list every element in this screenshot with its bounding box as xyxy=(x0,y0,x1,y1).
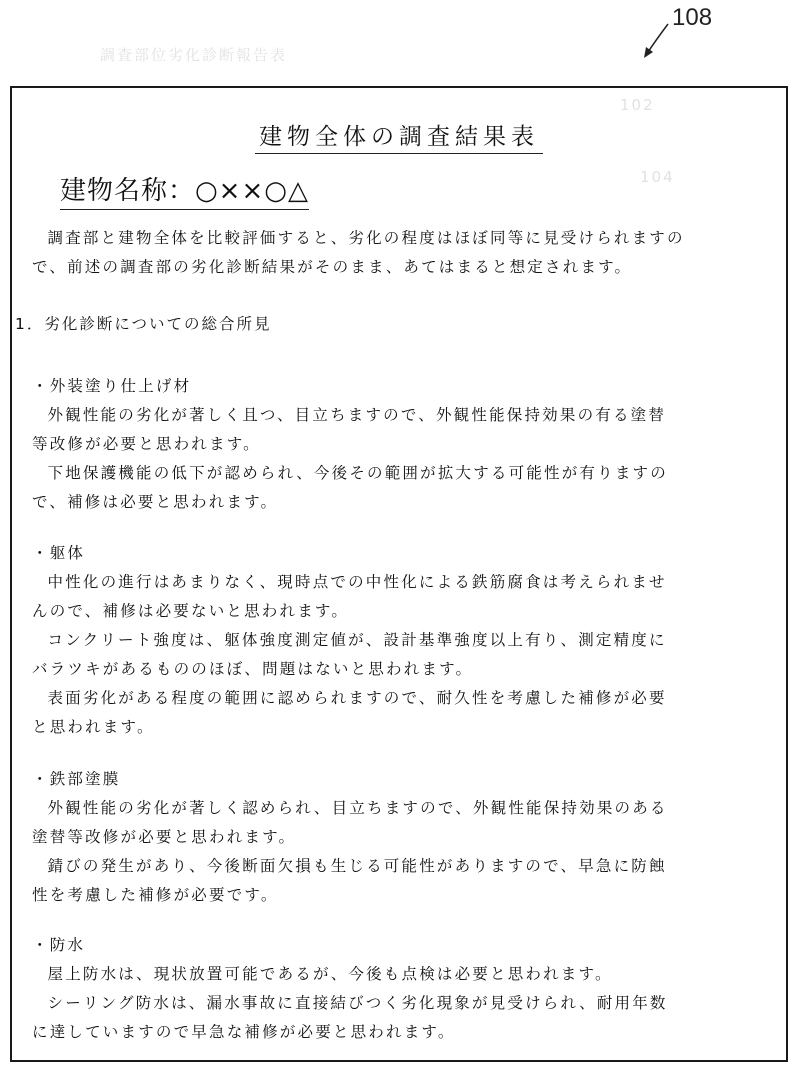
finding-waterproofing xyxy=(32,931,777,1047)
finding-line: コンクリート強度は、躯体強度測定値が、設計基準強度以上有り、測定精度に xyxy=(47,631,667,649)
finding-line: 下地保護機能の低下が認められ、今後その範囲が拡大する可能性が有りますの xyxy=(47,464,668,482)
finding-line: で、補修は必要と思われます。 xyxy=(32,493,279,511)
section-heading: 1．劣化診断についての総合所見 xyxy=(15,315,272,333)
finding-line: 性を考慮した補修が必要です。 xyxy=(32,886,279,904)
finding-line: 等改修が必要と思われます。 xyxy=(32,435,261,453)
finding-steel-coating xyxy=(32,765,777,910)
finding-line: んので、補修は必要ないと思われます。 xyxy=(32,602,350,620)
finding-line: シーリング防水は、漏水事故に直接結びつく劣化現象が見受けられ、耐用年数 xyxy=(47,994,668,1012)
page-title xyxy=(12,118,786,151)
finding-line: 錆びの発生があり、今後断面欠損も生じる可能性がありますので、早急に防蝕 xyxy=(47,857,667,875)
finding-heading: ・外装塗り仕上げ材 xyxy=(32,377,192,395)
building-name: 建物名称：○××○△ xyxy=(60,170,309,210)
report-frame xyxy=(10,86,788,1062)
intro-line: で、前述の調査部の劣化診断結果がそのまま、あてはまると想定されます。 xyxy=(32,258,633,276)
finding-line: 中性化の進行はあまりなく、現時点での中性化による鉄筋腐食は考えられませ xyxy=(47,573,667,591)
reference-arrow-icon xyxy=(636,22,672,62)
finding-line: 屋上防水は、現状放置可能であるが、今後も点検は必要と思われます。 xyxy=(47,965,613,983)
figure-reference-number: 108 xyxy=(672,4,713,31)
finding-heading: ・躯体 xyxy=(32,544,86,562)
finding-line: 塗替等改修が必要と思われます。 xyxy=(32,828,297,846)
finding-line: 外観性能の劣化が著しく認められ、目立ちますので、外観性能保持効果のある xyxy=(47,799,668,817)
bleed-through-mark: 調査部位劣化診断報告表 xyxy=(100,46,288,64)
intro-paragraph xyxy=(32,224,777,282)
finding-line: と思われます。 xyxy=(32,718,155,736)
finding-exterior-coating xyxy=(32,372,777,517)
finding-line: 外観性能の劣化が著しく且つ、目立ちますので、外観性能保持効果の有る塗替 xyxy=(47,406,667,424)
intro-line: 調査部と建物全体を比較評価すると、劣化の程度はほぼ同等に見受けられますの xyxy=(47,229,685,247)
finding-heading: ・防水 xyxy=(32,936,86,954)
finding-line: に達していますので早急な補修が必要と思われます。 xyxy=(32,1023,456,1041)
finding-line: 表面劣化がある程度の範囲に認められますので、耐久性を考慮した補修が必要 xyxy=(47,689,667,707)
finding-structure xyxy=(32,539,777,742)
bleed-through-mark: 104 xyxy=(640,168,675,186)
bleed-through-mark: 102 xyxy=(620,96,655,114)
page-title-text: 建物全体の調査結果表 xyxy=(255,124,543,154)
finding-line: バラツキがあるもののほぼ、問題はないと思われます。 xyxy=(32,660,474,678)
finding-heading: ・鉄部塗膜 xyxy=(32,770,121,788)
